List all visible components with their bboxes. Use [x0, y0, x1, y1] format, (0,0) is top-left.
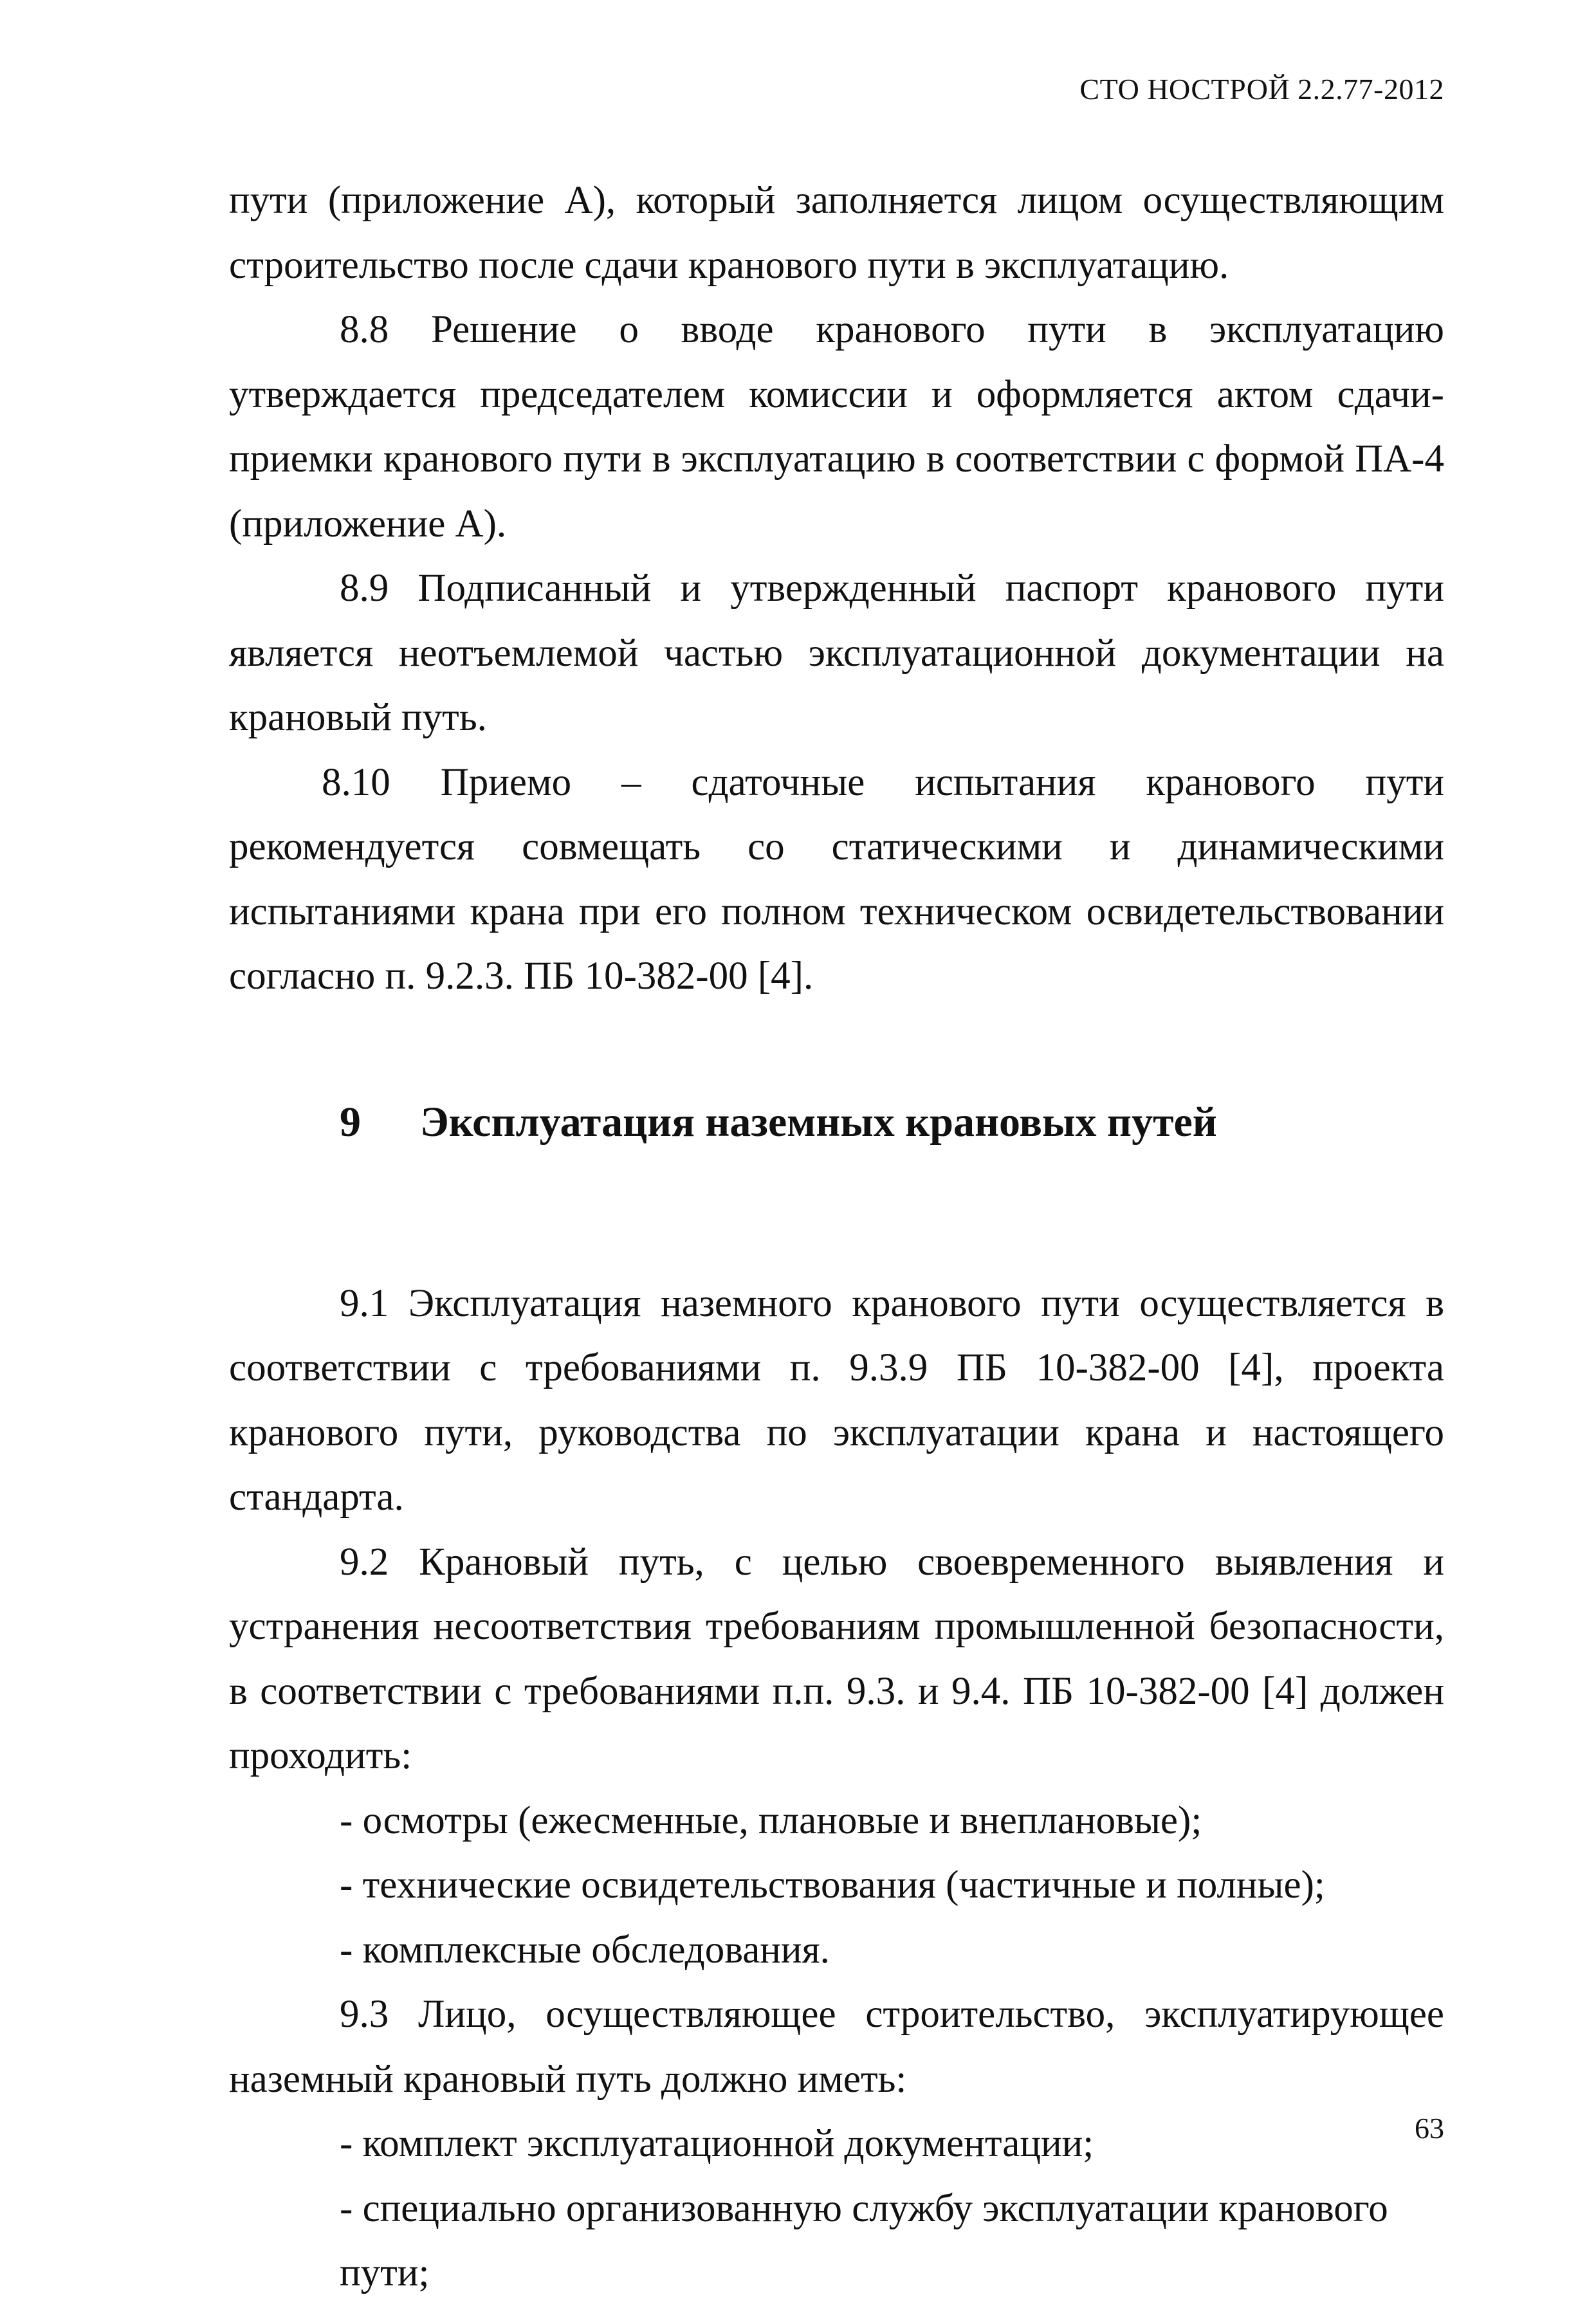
document-code-header: СТО НОСТРОЙ 2.2.77-2012 — [1079, 73, 1444, 105]
paragraph-continuation: пути (приложение А), который заполняется лицом осуществляющим строительство после сдачи кранового пути в эксплуатацию. — [229, 179, 1444, 287]
paragraph-9-1: 9.1 Эксплуатация наземного кранового пути осуществляется в соответствии с требованиями п. 9.3.9 ПБ 10-382-00 [4], проекта кранового пути, руководства по эксплуатации крана и настоящего стандарта. — [229, 1281, 1444, 1519]
list-item: - осмотры (ежесменные, плановые и внеплановые); — [340, 1798, 1202, 1842]
section-heading — [229, 1090, 1444, 1155]
section-number: 9 — [340, 1098, 361, 1146]
paragraph-8-8: 8.8 Решение о вводе кранового пути в эксплуатацию утверждается председателем комиссии и оформляется актом сдачи-приемки кранового пути в эксплуатацию в соответствии с формой ПА-4 (приложение А). — [229, 308, 1444, 545]
list-item: - специально организованную службу эксплуатации кранового пути; — [340, 2186, 1388, 2294]
section-title: Эксплуатация наземных крановых путей — [420, 1098, 1217, 1146]
paragraph-9-2: 9.2 Крановый путь, с целью своевременного выявления и устранения несоответствия требованиям промышленной безопасности, в соответствии с требованиями п.п. 9.3. и 9.4. ПБ 10-382-00 [4] должен проходить: — [229, 1540, 1444, 1777]
paragraph-9-3: 9.3 Лицо, осуществляющее строительство, эксплуатирующее наземный крановый путь должно иметь: — [229, 1993, 1444, 2101]
page-body — [229, 169, 1444, 2306]
list-item: - комплект эксплуатационной документации; — [340, 2122, 1094, 2165]
paragraph-8-10: 8.10 Приемо – сдаточные испытания кранового пути рекомендуется совмещать со статическими и динамическими испытаниями крана при его полном техническом освидетельствовании согласно п. 9.2.3. ПБ 10-382-00 [4]. — [229, 760, 1444, 998]
page-number: 63 — [1415, 2112, 1444, 2145]
list-item: - технические освидетельствования (частичные и полные); — [340, 1863, 1325, 1907]
paragraph-8-9: 8.9 Подписанный и утвержденный паспорт кранового пути является неотъемлемой частью эксплуатационной документации на крановый путь. — [229, 567, 1444, 739]
list-item: - комплексные обследования. — [340, 1928, 830, 1972]
